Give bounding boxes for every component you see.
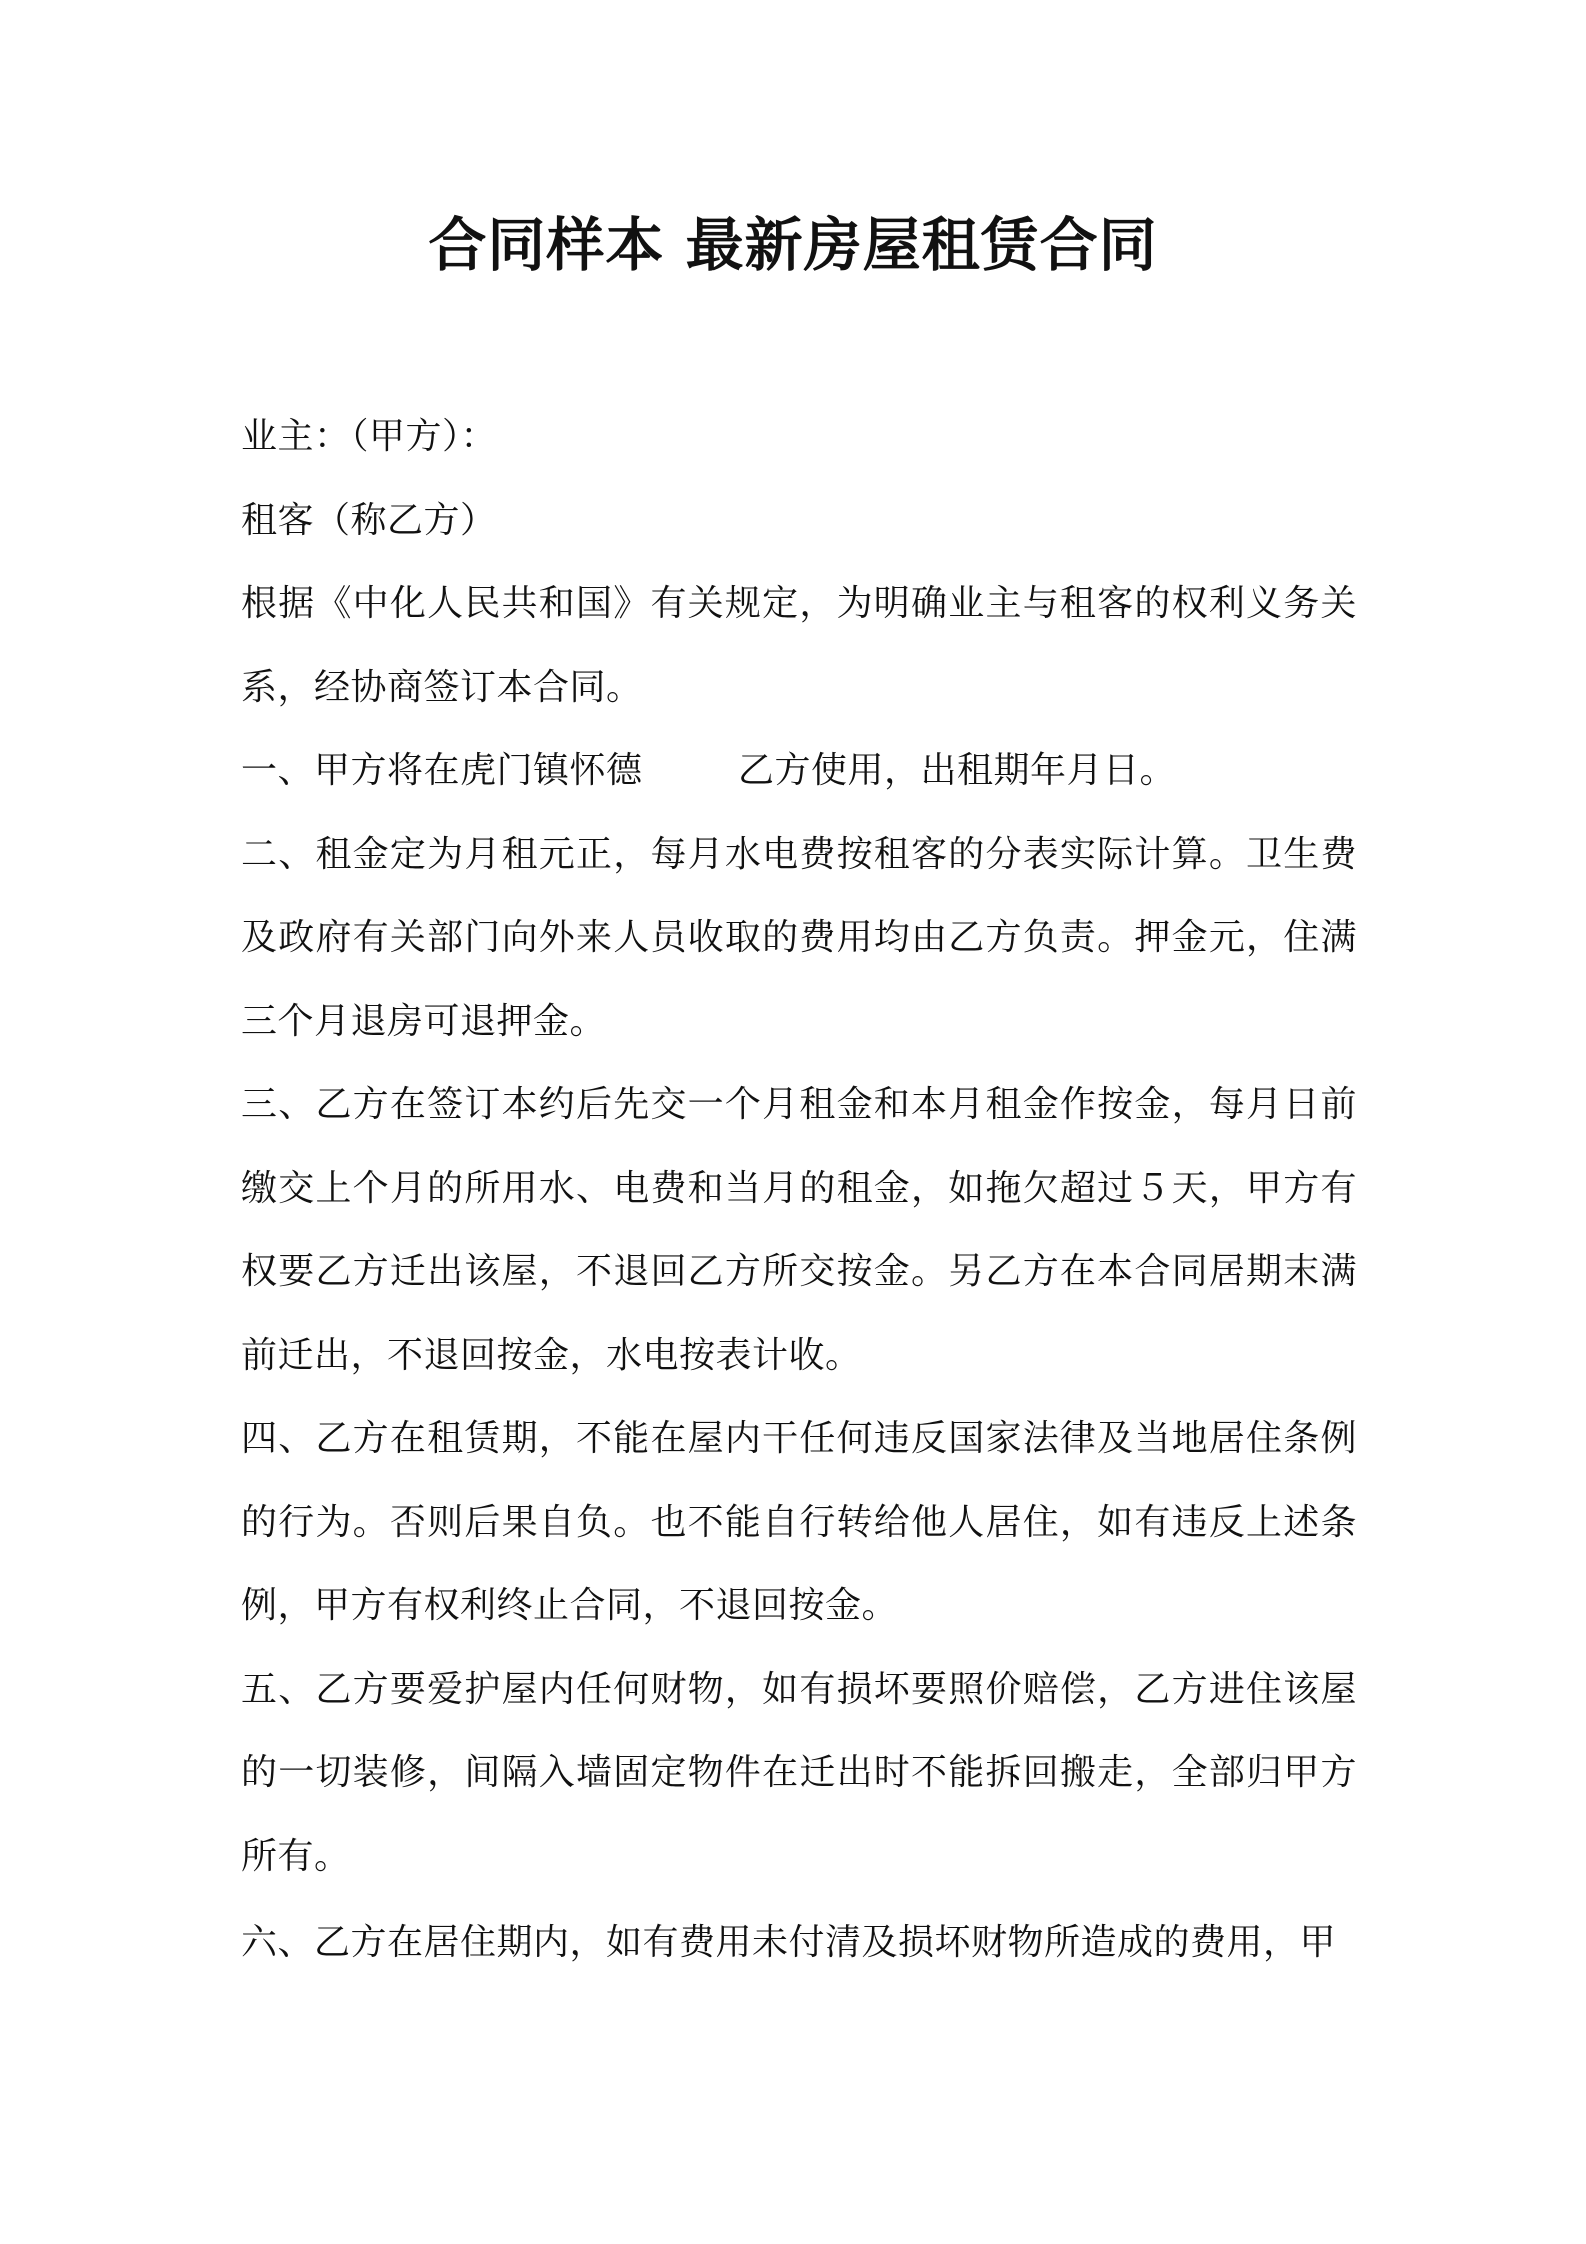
clause-2: 二、租金定为月租元正，每月水电费按租客的分表实际计算。卫生费及政府有关部门向外来人员收取的费用均由乙方负责。押金元，住满三个月退房可退押金。: [241, 833, 1357, 1042]
preamble-paragraph: 根据《中化人民共和国》有关规定，为明确业主与租客的权利义务关系，经协商签订本合同。: [241, 583, 1357, 708]
clause-5: 五、乙方要爱护屋内任何财物，如有损坏要照价赔偿，乙方进住该屋的一切装修，间隔入墙固定物件在迁出时不能拆回搬走，全部归甲方所有。: [241, 1668, 1357, 1877]
clause-3: 三、乙方在签订本约后先交一个月租金和本月租金作按金，每月日前缴交上个月的所用水、电费和当月的租金，如拖欠超过５天，甲方有权要乙方迁出该屋，不退回乙方所交按金。另乙方在本合同居期末满前迁出，不退回按金，水电按表计收。: [241, 1084, 1357, 1376]
clause-4: 四、乙方在租赁期，不能在屋内干任何违反国家法律及当地居住条例的行为。否则后果自负。也不能自行转给他人居住，如有违反上述条例，甲方有权利终止合同，不退回按金。: [241, 1418, 1357, 1626]
clause-1: 一、甲方将在虎门镇怀德 乙方使用，出租期年月日。: [241, 750, 1177, 791]
clause-6: 六、乙方在居住期内，如有费用未付清及损坏财物所造成的费用，甲: [241, 1922, 1337, 1963]
document-title: 合同样本 最新房屋租赁合同: [428, 211, 1158, 279]
landlord-line: 业主：（甲方）：: [241, 416, 498, 457]
document-body: [241, 395, 1357, 1985]
tenant-line: 租客（称乙方）: [241, 499, 497, 541]
